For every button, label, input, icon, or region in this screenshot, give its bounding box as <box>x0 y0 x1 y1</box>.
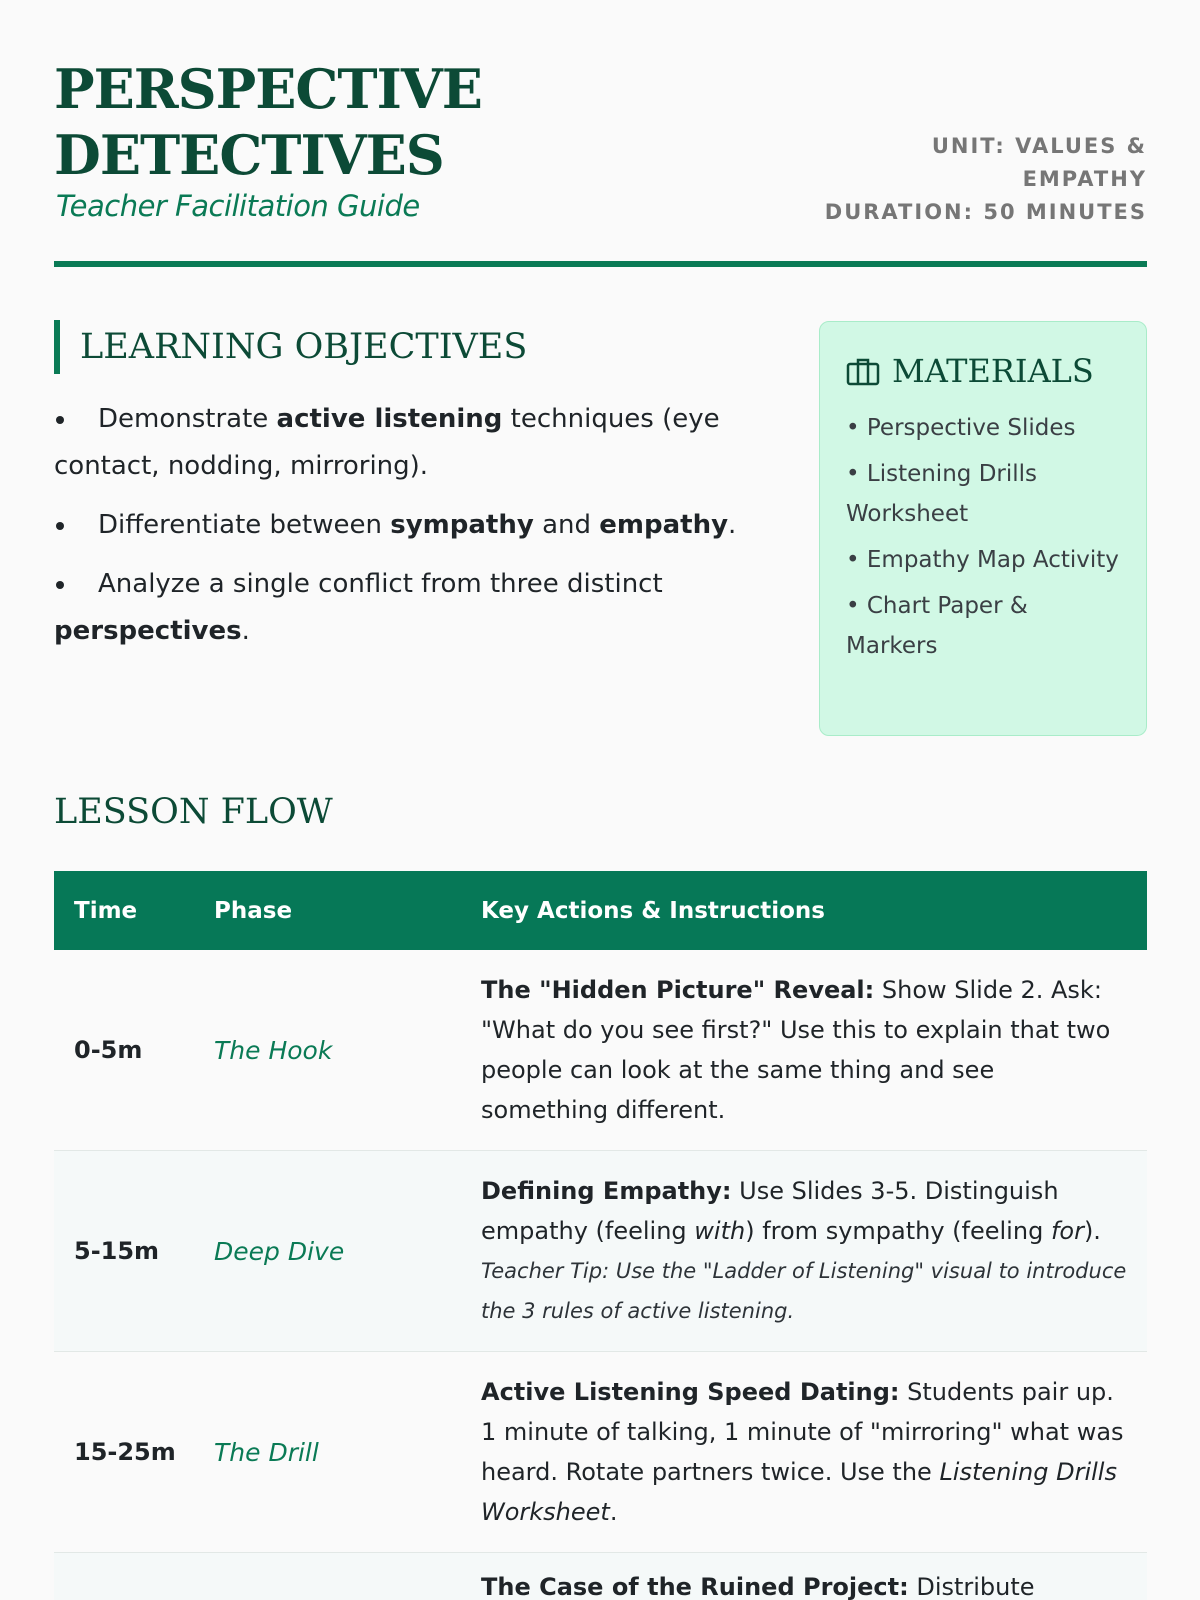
row-actions: Defining Empathy: Use Slides 3-5. Distinguish empathy (feeling with) from sympathy (feeling for). Teacher Tip: Use the "Ladder of Listening" visual to introduce the 3 rules of active listening. <box>481 1165 1147 1337</box>
row-phase: The Drill <box>214 1437 319 1467</box>
list-item: • Empathy Map Activity <box>846 547 1119 573</box>
objectives-heading: LEARNING OBJECTIVES <box>54 320 754 374</box>
table-header <box>54 871 1147 950</box>
duration-label: DURATION: 50 MINUTES <box>824 200 1147 224</box>
row-phase: The Hook <box>214 1035 333 1065</box>
table-row <box>54 1151 1147 1352</box>
row-time: 0-5m <box>74 1036 143 1064</box>
row-actions: Active Listening Speed Dating: Students pair up. 1 minute of talking, 1 minute of "mirroring" what was heard. Rotate partners twice. Use the Listening Drills Worksheet. <box>481 1378 1124 1526</box>
lesson-guide-page <box>54 0 1147 1600</box>
list-item: Differentiate between sympathy and empathy. <box>54 502 754 549</box>
row-time: 15-25m <box>74 1438 176 1466</box>
briefcase-icon <box>846 356 880 386</box>
page-subtitle: Teacher Facilitation Guide <box>56 189 420 223</box>
teacher-tip: Teacher Tip: Use the "Ladder of Listening" visual to introduce the 3 rules of active listening. <box>481 1259 1127 1323</box>
header-phase: Phase <box>214 897 293 924</box>
bullet-icon <box>56 522 64 530</box>
list-item: • Chart Paper & Markers <box>846 593 1028 659</box>
lesson-flow-table <box>54 871 1147 1600</box>
list-item: • Perspective Slides <box>846 415 1076 441</box>
objectives-list <box>54 396 754 655</box>
row-actions: The Case of the Ruined Project: Distribute <box>481 1573 1035 1600</box>
row-time: 5-15m <box>74 1237 160 1265</box>
materials-heading: MATERIALS <box>846 352 1120 390</box>
table-row <box>54 1553 1147 1600</box>
header <box>54 0 1147 268</box>
unit-label-line2: EMPATHY <box>1022 167 1147 191</box>
page-title: PERSPECTIVE DETECTIVES <box>54 57 482 187</box>
unit-meta <box>807 130 1147 229</box>
header-actions: Key Actions & Instructions <box>481 897 825 924</box>
bullet-icon <box>56 581 64 589</box>
header-divider <box>54 261 1147 267</box>
materials-list <box>846 408 1120 666</box>
row-phase: Deep Dive <box>214 1236 345 1266</box>
bullet-icon <box>56 416 64 424</box>
header-time: Time <box>74 897 138 924</box>
table-row <box>54 1352 1147 1553</box>
list-item: Analyze a single conflict from three distinct perspectives. <box>54 569 663 646</box>
list-item: • Listening Drills Worksheet <box>846 461 1038 527</box>
heading-accent-bar <box>54 320 60 374</box>
learning-objectives <box>54 320 754 667</box>
lesson-flow-heading: LESSON FLOW <box>54 792 333 832</box>
list-item: Demonstrate active listening techniques (eye contact, nodding, mirroring). <box>54 404 720 481</box>
row-actions: The "Hidden Picture" Reveal: Show Slide 2. Ask: "What do you see first?" Use this to explain that two people can look at the same thing and see something different. <box>481 976 1111 1124</box>
materials-card <box>819 321 1147 736</box>
table-row <box>54 950 1147 1151</box>
unit-label-line1: UNIT: VALUES & <box>931 134 1147 158</box>
